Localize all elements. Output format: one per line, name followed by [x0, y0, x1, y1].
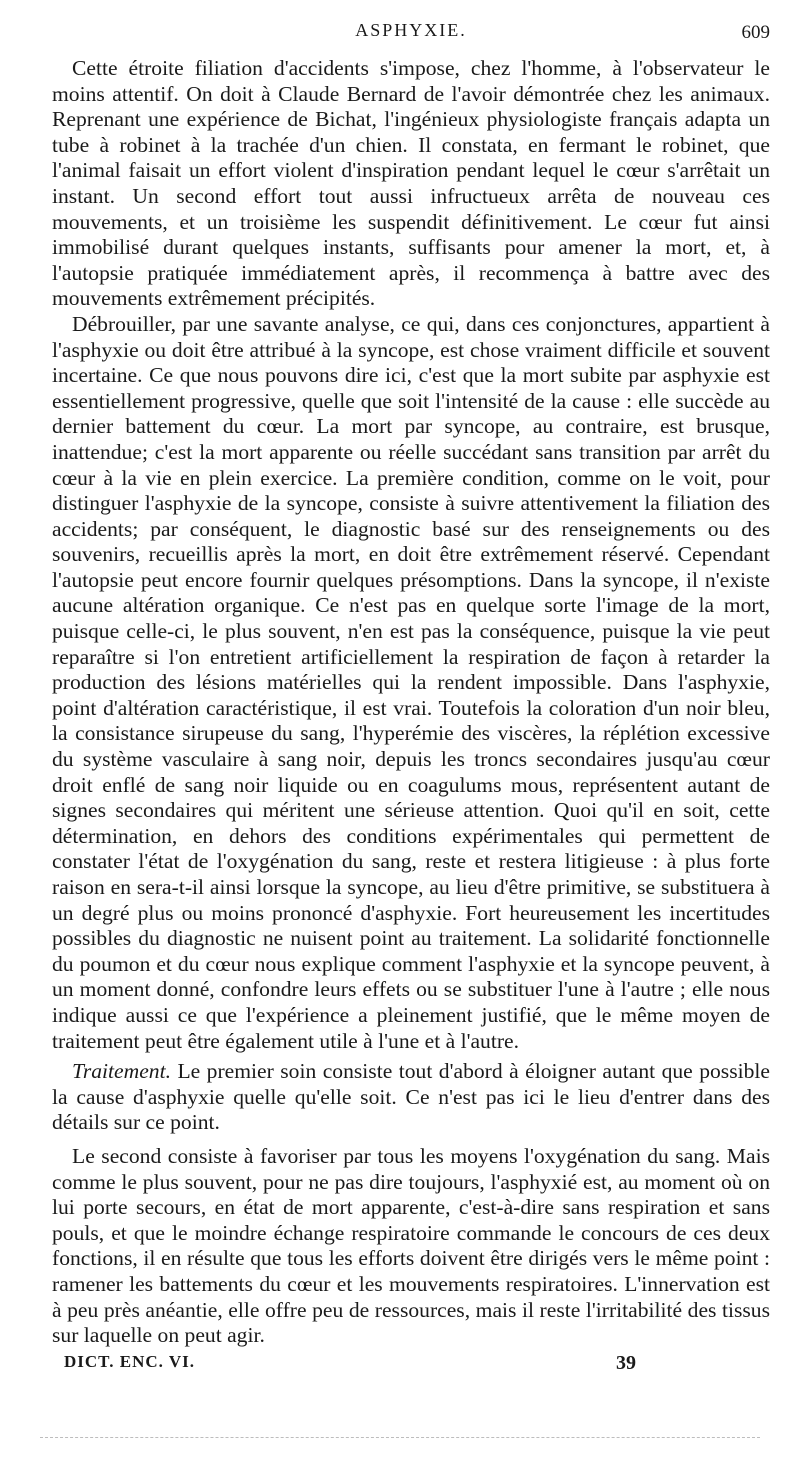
paragraph-traitement-text: Le premier soin consiste tout d'abord à éloigner autant que possible la cause d'asphyxie quelle qu'elle soit. Ce n'est pas ici le lieu d'entrer dans des détails sur ce point. — [52, 1059, 770, 1135]
page-footer — [64, 1352, 764, 1382]
paragraph-oxygenation: Le second consiste à favoriser par tous les moyens l'oxygénation du sang. Mais comme le plus souvent, pour ne pas dire toujours, l'asphyxié est, au moment où on lui porte secours, en état de mort apparente, c'est-à-dire sans respiration et sans pouls, et que le moindre échange respiratoire commande le concours de ces deux fonctions, il en résulte que tous les efforts doivent être dirigés vers le même point : ramener les battements du cœur et les mouvements respiratoires. L'innervation est à peu près anéantie, elle offre peu de ressources, mais il reste l'irritabilité des tissus sur laquelle on peut agir. — [52, 1143, 770, 1348]
main-text — [52, 56, 770, 1349]
section-heading-traitement: Traitement. — [72, 1059, 171, 1084]
paragraph-diagnostic: Débrouiller, par une savante analyse, ce qui, dans ces conjonctures, appartient à l'asphyxie ou doit être attribué à la syncope, est chose vraiment difficile et souvent incertaine. Ce que nous pouvons dire ici, c'est que la mort subite par asphyxie est essentiellement progressive, quelle que soit l'intensité de la cause : elle succède au dernier battement du cœur. La mort par syncope, au contraire, est brusque, inattendue; c'est la mort apparente ou réelle succédant sans transition par arrêt du cœur à la vie en plein exercice. La première condition, comme on le voit, pour distinguer l'asphyxie de la syncope, consiste à suivre attentivement la filiation des accidents; par conséquent, le diagnostic basé sur des renseignements ou des souvenirs, recueillis après la mort, en doit être extrêmement réservé. Cependant l'autopsie peut encore fournir quelques présomptions. Dans la syncope, il n'existe aucune altération organique. Ce n'est pas en quelque sorte l'image de la mort, puisque celle-ci, le plus souvent, n'en est pas la conséquence, puisque la vie peut reparaître si l'on entretient artificiellement la respiration de façon à retarder la production des lésions matérielles qui la rendent impossible. Dans l'asphyxie, point d'altération caractéristique, il est vrai. Toutefois la coloration d'un noir bleu, la consistance sirupeuse du sang, l'hyperémie des viscères, la réplétion excessive du système vasculaire à sang noir, depuis les troncs secondaires jusqu'au cœur droit enflé de sang noir liquide ou en coagulums mous, représentent autant de signes secondaires qui méritent une sérieuse attention. Quoi qu'il en soit, cette détermination, en dehors des conditions expérimentales qui permettent de constater l'état de l'oxygénation du sang, reste et restera litigieuse : à plus forte raison en sera-t-il ainsi lorsque la syncope, au lieu d'être primitive, se substituera à un degré plus ou moins prononcé d'asphyxie. Fort heureusement les incertitudes possibles du diagnostic ne nuisent point au traitement. La solidarité fonctionnelle du poumon et du cœur nous explique comment l'asphyxie et la syncope peuvent, à un moment donné, confondre leurs effets ou se substituer l'une à l'autre ; elle nous indique aussi ce que l'expérience a pleinement justifié, que le même moyen de traitement peut être également utile à l'une et à l'autre. — [52, 311, 770, 1053]
page-number: 609 — [741, 22, 770, 43]
footer-volume: DICT. ENC. VI. — [64, 1352, 195, 1371]
running-title: ASPHYXIE. — [355, 20, 467, 40]
paragraph-traitement — [52, 1059, 770, 1136]
bottom-rule — [40, 1437, 760, 1438]
paragraph-filiation: Cette étroite filiation d'accidents s'impose, chez l'homme, à l'observateur le moins attentif. On doit à Claude Bernard de l'avoir démontrée chez les animaux. Reprenant une expérience de Bichat, l'ingénieux physiologiste français adapta un tube à robinet à la trachée d'un chien. Il constata, en fermant le robinet, que l'animal faisait un effort violent d'inspiration pendant lequel le cœur s'arrêtait un instant. Un second effort tout aussi infructueux arrêta de nouveau ces mouvements, et un troisième les suspendit définitivement. Le cœur fut ainsi immobilisé durant quelques instants, suffisants pour amener la mort, et, à l'autopsie pratiquée immédiatement après, il recommença à battre avec des mouvements extrêmement précipités. — [52, 56, 770, 311]
running-head — [52, 20, 770, 46]
signature-number: 39 — [616, 1352, 636, 1374]
